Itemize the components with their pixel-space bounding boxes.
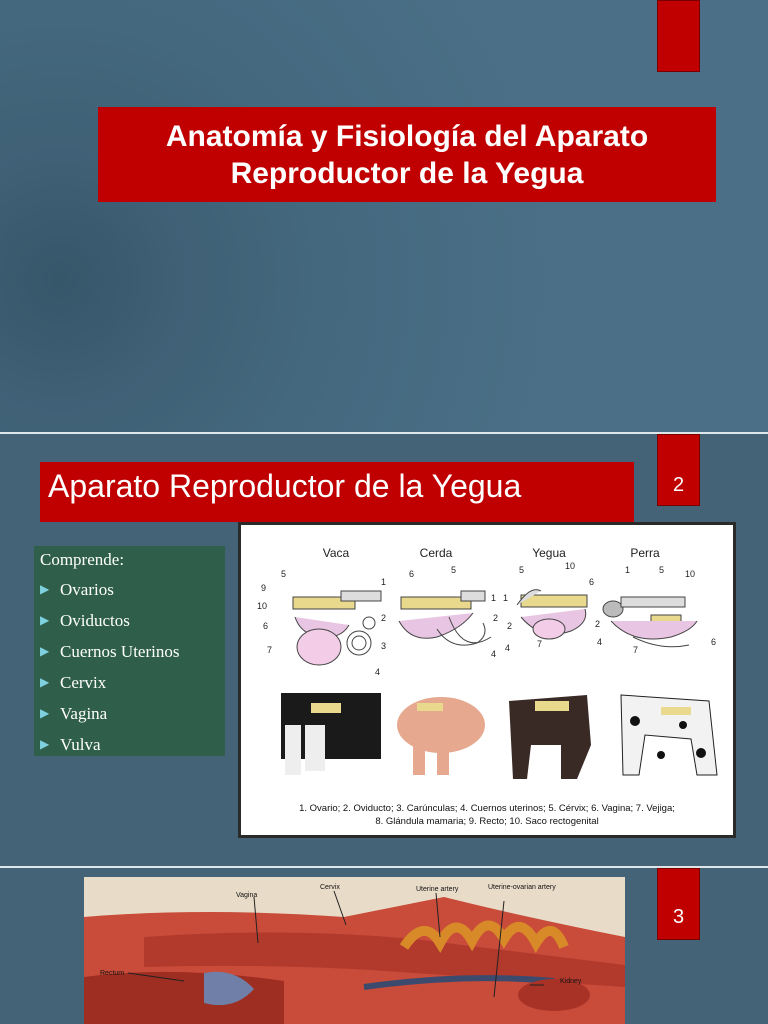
svg-text:3: 3 (381, 641, 387, 651)
svg-text:7: 7 (633, 645, 639, 655)
vaca-diagram (293, 591, 381, 665)
svg-text:1: 1 (625, 565, 631, 575)
bullet-triangle-icon: ▶ (40, 675, 50, 689)
list-heading: Comprende: (40, 550, 125, 569)
anatomy-dissection-illustration (84, 877, 625, 1024)
svg-text:2: 2 (381, 613, 387, 623)
svg-text:6: 6 (589, 577, 595, 587)
bullet-triangle-icon: ▶ (40, 613, 50, 627)
presentation-title-text: Anatomía y Fisiología del Aparato Reproductor de la Yegua (165, 119, 649, 190)
svg-text:5: 5 (519, 565, 525, 575)
slide-number: 3 (672, 905, 685, 928)
decorative-red-bar (657, 0, 700, 72)
svg-text:9: 9 (261, 583, 267, 593)
species-label-yegua: Yegua (532, 546, 566, 560)
slide-number: 2 (672, 473, 685, 496)
label-cervix: Cervix (320, 884, 340, 891)
svg-text:5: 5 (281, 569, 287, 579)
svg-text:10: 10 (257, 601, 268, 611)
svg-text:2: 2 (595, 619, 601, 629)
cerda-silhouette (397, 697, 485, 775)
figure-caption-line-2: 8. Glándula mamaria; 9. Recto; 10. Saco rectogenital (375, 816, 599, 827)
list-item: ▶ Vulva (34, 729, 225, 760)
comparative-anatomy-figure (238, 522, 736, 838)
svg-text:4: 4 (491, 649, 497, 659)
list-item: ▶ Cuernos Uterinos (34, 636, 225, 667)
svg-text:2: 2 (507, 621, 513, 631)
label-rectum: Rectum (100, 970, 125, 977)
list-item: ▶ Ovarios (34, 574, 225, 605)
svg-text:6: 6 (263, 621, 269, 631)
label-uterine-artery: Uterine artery (416, 886, 459, 893)
svg-text:6: 6 (409, 569, 415, 579)
yegua-diagram (517, 590, 587, 639)
svg-text:5: 5 (659, 565, 665, 575)
components-list (34, 546, 225, 756)
svg-text:7: 7 (537, 639, 543, 649)
cerda-diagram (399, 591, 491, 645)
bullet-triangle-icon: ▶ (40, 737, 50, 751)
bullet-triangle-icon: ▶ (40, 582, 50, 596)
perra-silhouette (621, 695, 717, 775)
label-vagina: Vagina (236, 892, 258, 899)
svg-text:1: 1 (503, 593, 509, 603)
perra-diagram (603, 597, 697, 647)
bullet-triangle-icon: ▶ (40, 706, 50, 720)
svg-text:7: 7 (267, 645, 273, 655)
svg-text:4: 4 (375, 667, 381, 677)
species-label-vaca: Vaca (322, 546, 350, 560)
list-item: ▶ Oviductos (34, 605, 225, 636)
figure-caption-line-1: 1. Ovario; 2. Oviducto; 3. Carúnculas; 4. Cuernos uterinos; 5. Cérvix; 6. Vagina; 7. Vejiga; (299, 803, 675, 814)
label-uterine-ovarian-artery: Uterine-ovarian artery (488, 884, 556, 891)
svg-text:4: 4 (597, 637, 603, 647)
svg-text:10: 10 (685, 569, 696, 579)
bullet-triangle-icon: ▶ (40, 644, 50, 658)
svg-text:2: 2 (493, 613, 499, 623)
slide-title: Aparato Reproductor de la Yegua (40, 462, 634, 522)
slide-1 (0, 0, 768, 432)
slide-2 (0, 434, 768, 866)
slide-3 (0, 868, 768, 1024)
list-item: ▶ Vagina (34, 698, 225, 729)
svg-text:1: 1 (381, 577, 387, 587)
yegua-silhouette (509, 695, 591, 779)
svg-text:5: 5 (451, 565, 457, 575)
species-label-cerda: Cerda (419, 546, 453, 560)
svg-text:6: 6 (711, 637, 717, 647)
svg-text:1: 1 (491, 593, 497, 603)
label-kidney: Kidney (560, 978, 582, 985)
species-label-perra: Perra (630, 546, 660, 560)
svg-text:10: 10 (565, 561, 576, 571)
svg-text:4: 4 (505, 643, 511, 653)
vaca-silhouette (281, 693, 381, 775)
list-item: ▶ Cervix (34, 667, 225, 698)
presentation-title (98, 107, 716, 202)
